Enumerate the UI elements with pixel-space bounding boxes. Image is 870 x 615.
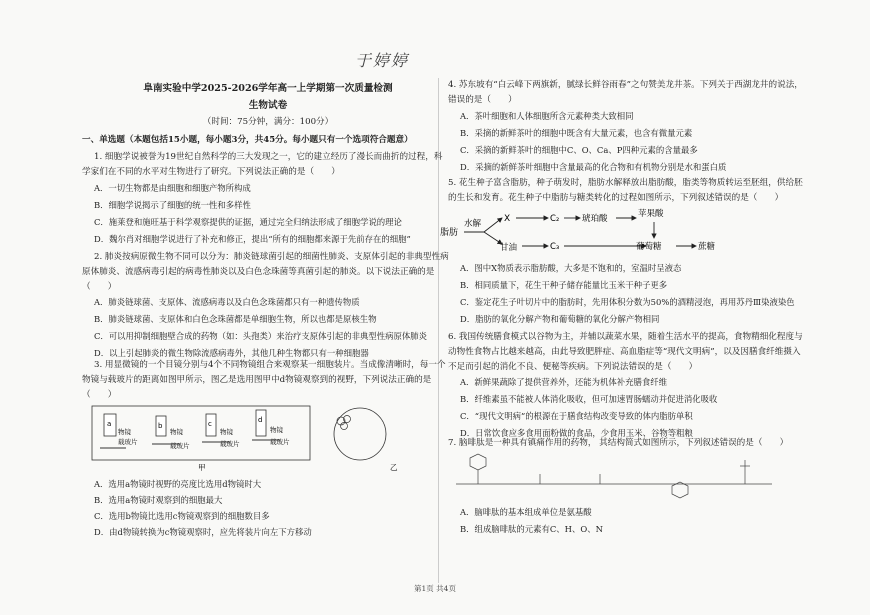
label-slide-b: 载玻片 [170,442,190,450]
q1-option-d[interactable]: D．魏尔肖对细胞学说进行了补充和修正，提出“所有的细胞都来源于先前存在的细胞” [94,234,411,244]
q6-option-c[interactable]: C．“现代文明病”的根源在于膳食结构改变导致的体内脂肪单积 [460,411,693,421]
node-malate: 苹果酸 [638,209,664,219]
exam-school-title: 阜南实验中学2025-2026学年高一上学期第一次质量检测 [143,83,393,94]
q5-line-1: 5. 花生种子富含脂肪，种子萌发时，脂肪水解释放出脂肪酸，脂类等物质转运至胚组，供给胚 [448,178,803,188]
q5-option-b[interactable]: B．相同质量下，花生干种子储存能量比玉米干种子更多 [460,280,668,290]
q1-option-c[interactable]: C．施莱登和施旺基于科学观察提供的证据，通过完全归纳法形成了细胞学说的理论 [94,217,402,227]
label-slide-d: 载玻片 [270,438,290,446]
node-glucose: 葡萄糖 [636,242,662,252]
q2-option-b[interactable]: B．肺炎链球菌、支原体和白色念珠菌都是单细胞生物，所以也都是原核生物 [94,314,377,324]
field-of-view-icon [334,408,386,460]
node-c3: C₃ [550,242,560,252]
q2-line-1: 2. 肺炎按病原微生物不同可以分为：肺炎链球菌引起的细菌性肺炎、支原体引起的非典型性病 [94,252,449,262]
node-c2: C₂ [550,214,560,224]
label-slide-a: 载玻片 [118,438,138,446]
label-jia: 甲 [198,463,206,472]
label-slide-c: 载玻片 [220,440,240,448]
label-c: c [208,420,212,428]
q2-line-3: （ ） [82,282,117,292]
q2-option-c[interactable]: C．可以用抑制细胞壁合成的药物（如：头孢类）来治疗支原体引起的非典型性病原体肺炎 [94,331,428,341]
microscope-figure [90,404,420,476]
q5-option-d[interactable]: D．脂肪的氧化分解产物和葡萄糖的氧化分解产物相同 [460,314,660,324]
label-objective-a: 物镜 [118,428,131,436]
q1-option-b[interactable]: B．细胞学说揭示了细胞的统一性和多样性 [94,200,251,210]
q7-option-b[interactable]: B．组成脑啡肽的元素有C、H、O、N [460,524,603,534]
q6-option-d[interactable]: D．日常饮食应多食用面粉做的食品，少食用玉米、谷物等粗粮 [460,428,693,438]
benzene-ring-icon [470,454,486,470]
node-succinate: 琥珀酸 [582,214,608,224]
q3-line-3: （ ） [82,390,117,400]
exam-subject-title: 生物试卷 [248,100,288,111]
q1-line-1: 1. 细胞学说被誉为19世纪自然科学的三大发现之一，它的建立经历了漫长而曲折的过程，科 [94,152,443,162]
q2-line-2: 原体肺炎、流感病毒引起的病毒性肺炎以及白色念珠菌等真菌引起的肺炎。以下说法正确的是 [82,267,435,277]
q3-option-c[interactable]: C．选用b物镜比选用c物镜观察到的细胞数目多 [94,511,270,521]
q6-line-1: 6. 我国传统膳食模式以谷物为主，并辅以蔬菜水果，随着生活水平的提高，食物精细化程度与 [448,332,803,342]
label-objective-d: 物镜 [270,426,283,434]
section-heading: 一、单选题（本题包括15小题，每小题3分，共45分。每小题只有一个选项符合题意） [82,135,413,145]
handwritten-name: 于婷婷 [355,51,410,70]
q5-line-2: 的生长和发育。花生种子中脂肪与糖类转化的过程如图所示，下列叙述错误的是（ ） [448,193,784,203]
q1-line-2: 学家们在不同的水平对生物进行了研究。下列说法正确的是（ ） [82,167,340,177]
label-objective-b: 物镜 [170,428,183,436]
q3-option-b[interactable]: B．选用a物镜时观察到的细胞最大 [94,495,223,505]
label-yi: 乙 [390,463,398,472]
benzene-ring-icon [672,482,688,498]
enkephalin-structure [450,452,780,504]
q5-option-c[interactable]: C．鉴定花生子叶切片中的脂肪时，先用体积分数为50%的酒精浸泡，再用苏丹Ⅲ染液染色 [460,297,795,307]
q1-option-a[interactable]: A．一切生物都是由细胞和细胞产物所构成 [94,183,251,193]
label-objective-c: 物镜 [220,428,233,436]
label-a: a [107,420,112,428]
page-footer: 第1页 共4页 [414,584,456,593]
q7-stem: 7. 脑啡肽是一种具有镇痛作用的药物， 其结构简式如图所示，下列叙述错误的是（ ） [448,438,789,448]
q2-option-a[interactable]: A．肺炎链球菌、支原体、流感病毒以及白色念珠菌都只有一种遗传物质 [94,297,360,307]
q3-line-2: 物镜与载玻片的距离如图甲所示，图乙是选用图甲中d物镜观察到的视野，下列说法正确的是 [82,375,432,385]
q4-option-a[interactable]: A．茶叶细胞和人体细胞所含元素种类大致相同 [460,111,634,121]
q3-option-a[interactable]: A．选用a物镜时视野的亮度比选用d物镜时大 [94,479,262,489]
q4-option-c[interactable]: C．采摘的新鲜茶叶的细胞中C、O、Ca、P四种元素的含量最多 [460,145,698,155]
q6-option-a[interactable]: A．新鲜果蔬除了提供营养外，还能为机体补充膳食纤维 [460,377,668,387]
node-glycerol: 甘油 [500,243,518,253]
q4-option-b[interactable]: B．采摘的新鲜茶叶的细胞中既含有大量元素，也含有微量元素 [460,128,693,138]
exam-time-score: （时间：75分钟，满分：100分） [202,117,334,127]
label-b: b [158,422,163,430]
q3-line-1: 3. 用显微镜的一个目镜分别与4个不同物镜组合来观察某一细胞装片。当成像清晰时，每一个 [94,360,446,370]
node-fat: 脂肪 [440,228,459,238]
q7-option-a[interactable]: A．脑啡肽的基本组成单位是氨基酸 [460,507,592,517]
q4-line-1: 4. 苏东坡有“白云峰下两旗新，腻绿长鲜谷雨春”之句赞美龙井茶。下列关于西湖龙井的说法， [448,80,803,90]
q3-option-d[interactable]: D．由d物镜转换为c物镜观察时，应先将装片向左下方移动 [94,527,312,537]
label-d: d [258,416,263,424]
fat-conversion-diagram [440,204,740,260]
q6-line-2: 动物性食物占比越来越高，由此导致肥胖症、高血脂症等“现代文明病”，以及因膳食纤维摄入 [448,347,801,357]
node-sucrose: 蔗糖 [698,242,716,252]
q5-option-a[interactable]: A．图中X物质表示脂肪酸，大多是不饱和的，室温时呈液态 [460,263,682,273]
node-x: X [504,214,511,224]
label-hydrolysis: 水解 [464,219,482,229]
q6-option-b[interactable]: B．纤维素虽不能被人体消化吸收，但可加速胃肠蠕动并促进消化吸收 [460,394,718,404]
edge-to-x [484,218,502,232]
q4-line-2: 错误的是（ ） [448,95,517,105]
q2-option-d[interactable]: D．以上引起肺炎的微生物除流感病毒外，其他几种生物都只有一种细胞器 [94,348,369,358]
q4-option-d[interactable]: D．采摘的新鲜茶叶细胞中含量最高的化合物和有机物分别是水和蛋白质 [460,162,727,172]
q6-line-3: 不足而引起的消化不良、便秘等疾病。下列说法错误的是（ ） [448,362,698,372]
